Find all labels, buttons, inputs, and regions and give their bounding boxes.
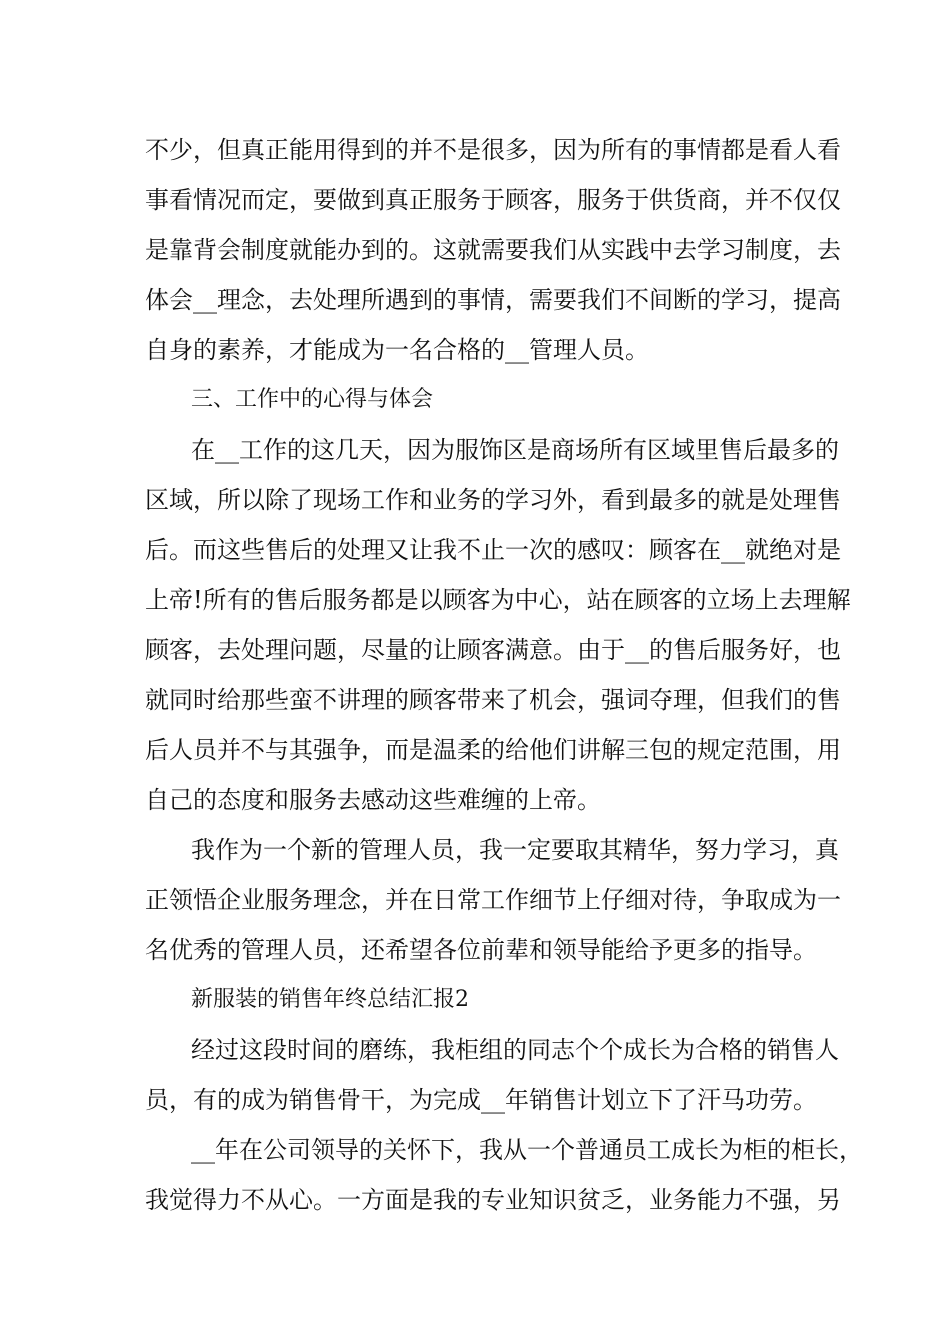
paragraph-first-line: __年在公司领导的关怀下，我从一个普通员工成长为柜的柜长， (191, 1136, 863, 1164)
text-line: 我觉得力不从心。一方面是我的专业知识贫乏，业务能力不强，另 (145, 1186, 841, 1214)
text-line: 是靠背会制度就能办到的。这就需要我们从实践中去学习制度，去 (145, 236, 841, 264)
paragraph-first-line: 经过这段时间的磨练，我柜组的同志个个成长为合格的销售人 (191, 1036, 839, 1064)
text-line: 后。而这些售后的处理又让我不止一次的感叹：顾客在__就绝对是 (145, 536, 841, 564)
text-line: 名优秀的管理人员，还希望各位前辈和领导能给予更多的指导。 (145, 936, 817, 964)
document-body (145, 125, 863, 1225)
text-line: 体会__理念，去处理所遇到的事情，需要我们不间断的学习，提高 (145, 286, 841, 314)
section-heading: 三、工作中的心得与体会 (191, 387, 434, 412)
paragraph-first-line: 在__工作的这几天，因为服饰区是商场所有区域里售后最多的 (191, 436, 839, 464)
text-line: 就同时给那些蛮不讲理的顾客带来了机会，强词夺理，但我们的售 (145, 686, 841, 714)
text-line: 后人员并不与其强争，而是温柔的给他们讲解三包的规定范围，用 (145, 736, 841, 764)
paragraph-first-line: 我作为一个新的管理人员，我一定要取其精华，努力学习，真 (191, 836, 839, 864)
text-line: 自己的态度和服务去感动这些难缠的上帝。 (145, 786, 601, 814)
text-line: 上帝!所有的售后服务都是以顾客为中心，站在顾客的立场上去理解 (145, 586, 851, 614)
text-line: 不少，但真正能用得到的并不是很多，因为所有的事情都是看人看 (145, 136, 841, 164)
text-line: 事看情况而定，要做到真正服务于顾客，服务于供货商，并不仅仅 (145, 186, 841, 214)
text-line: 员，有的成为销售骨干，为完成__年销售计划立下了汗马功劳。 (145, 1086, 817, 1114)
text-line: 顾客，去处理问题，尽量的让顾客满意。由于__的售后服务好，也 (145, 636, 841, 664)
text-line: 区域，所以除了现场工作和业务的学习外，看到最多的就是处理售 (145, 486, 841, 514)
document-title-heading: 新服装的销售年终总结汇报2 (191, 987, 469, 1012)
text-line: 自身的素养，才能成为一名合格的__管理人员。 (145, 336, 649, 364)
text-line: 正领悟企业服务理念，并在日常工作细节上仔细对待，争取成为一 (145, 886, 841, 914)
